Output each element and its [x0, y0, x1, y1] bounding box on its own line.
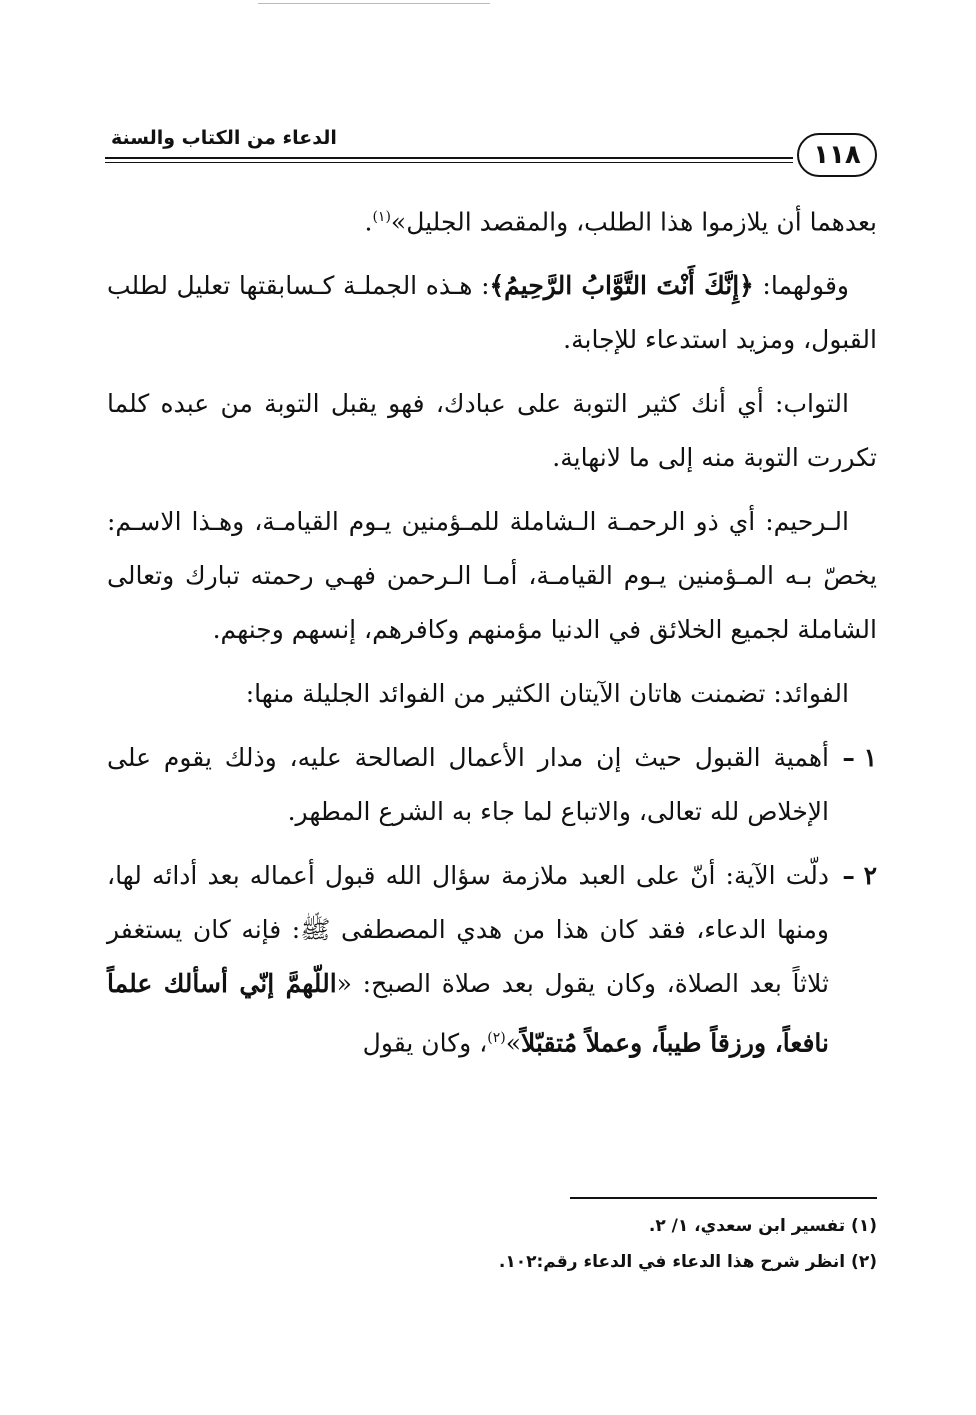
list-number: ٢ –	[842, 861, 877, 891]
main-text	[107, 190, 877, 1071]
footnote-ref: (٢)	[487, 1030, 506, 1047]
paragraph: الفوائد: تضمنت هاتان الآيتان الكثير من الفوائد الجليلة منها:	[245, 679, 849, 709]
footnote-ref: (١)	[372, 209, 391, 225]
quran-verse: ﴿إِنَّكَ أَنْتَ التَّوَّابُ الرَّحِيمُ﴾	[489, 271, 754, 301]
paragraph: الـرحيم: أي ذو الرحمـة الـشاملة للمـؤمنين يـوم القيامـة، وهـذا الاسـم: يخصّ بـه المـؤمنين يـوم القيامـة، أمـا الـرحمن فهـي رحمته تبارك وتعالى الشاملة لجميع الخلائق في الدنيا مؤمنهم وكافرهم، إنسهم وجنهم.	[107, 507, 877, 645]
header-rule-thin	[105, 162, 793, 163]
list-item	[107, 731, 877, 839]
footnotes	[107, 1208, 877, 1280]
list-text: أهمية القبول حيث إن مدار الأعمال الصالحة عليه، وذلك يقوم على الإخلاص لله تعالى، والاتباع لما جاء به الشرع المطهر.	[107, 743, 829, 827]
paragraph: التواب: أي أنك كثير التوبة على عبادك، فهو يقبل التوبة من عبده كلما تكررت التوبة منه إلى ما لانهاية.	[107, 389, 877, 473]
hadith-quote: اللّهمَّ إنّي أسألك علماً نافعاً، ورزقاً طيباً، وعملاً مُتقبّلاً	[107, 969, 829, 1058]
list-text: دلّت الآية: أنّ على العبد ملازمة سؤال الله قبول أعماله بعد أدائه لها، ومنها الدعاء، فقد كان هذا من هدي المصطفى ﷺ: فإنه كان يستغفر ثلاثاً بعد الصلاة، وكان يقول بعد صلاة الصبح: «اللّهمَّ إنّي أسألك علماً نافعاً، ورزقاً طيباً، وعملاً مُتقبّلاً»$^{(٢)}$، وكان يقول	[107, 861, 829, 1058]
footnote-rule	[570, 1197, 877, 1199]
footnote: (٢) انظر شرح هذا الدعاء في الدعاء رقم:١٠٢.	[498, 1252, 877, 1272]
paragraph: بعدهما أن يلازموا هذا الطلب، والمقصد الجليل»$^{(١)}$.	[364, 207, 877, 237]
top-scan-mark	[258, 3, 490, 4]
running-title: الدعاء من الكتاب والسنة	[111, 127, 337, 149]
footnote: (١) تفسير ابن سعدي، ١/ ٢.	[648, 1216, 877, 1236]
page-header	[105, 125, 877, 185]
paragraph: وقولهما: ﴿إِنَّكَ أَنْتَ التَّوَّابُ الرَّحِيمُ﴾: هـذه الجملـة كـسابقتها تعليل لطلب القبول، ومزيد استدعاء للإجابة.	[107, 271, 877, 355]
header-rule	[105, 157, 793, 159]
page-number: ١١٨	[797, 133, 877, 177]
list-item	[107, 849, 877, 1070]
list-number: ١ –	[842, 743, 877, 773]
